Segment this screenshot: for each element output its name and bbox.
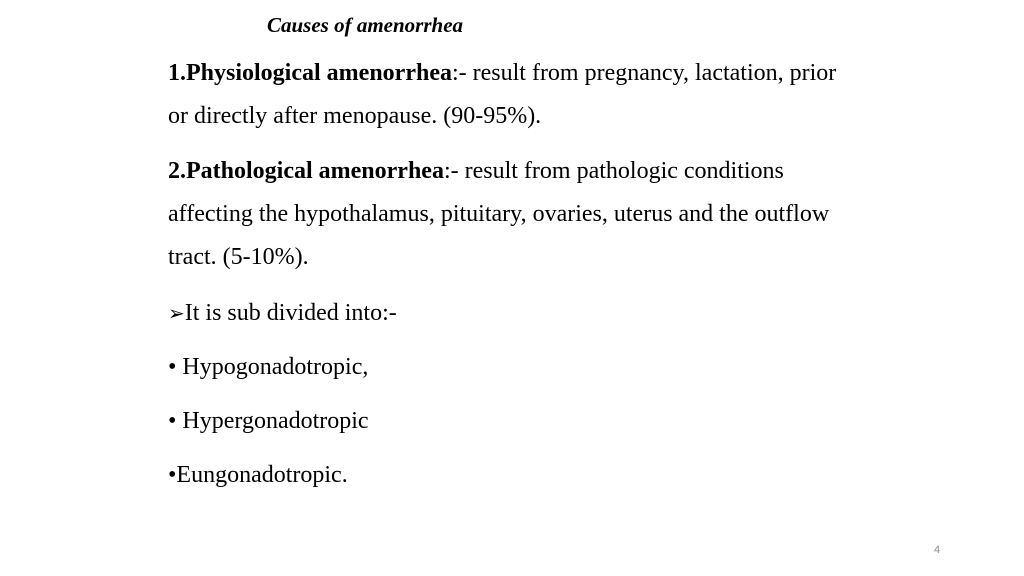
bullet-icon: • bbox=[168, 354, 183, 380]
point-physiological bbox=[168, 52, 848, 138]
list-item bbox=[168, 406, 369, 436]
arrow-bullet-icon: ➢ bbox=[168, 301, 185, 325]
list-item bbox=[168, 460, 348, 490]
list-item-text: Hypogonadotropic, bbox=[182, 354, 369, 380]
point-text: :- result from pregnancy, lactation, prior or directly after menopause. (90-95%). bbox=[168, 60, 837, 129]
point-pathological bbox=[168, 150, 848, 279]
point-text: :- result from pathologic conditions affecting the hypothalamus, pituitary, ovaries, uterus and the outflow tract. (5-10%). bbox=[168, 158, 830, 270]
list-item-text: Hypergonadotropic bbox=[182, 408, 369, 434]
list-item-text: Eungonadotropic. bbox=[176, 462, 348, 488]
subdivision-label: It is sub divided into:- bbox=[184, 300, 397, 326]
subdivision-intro bbox=[168, 298, 397, 328]
bullet-icon: • bbox=[168, 462, 177, 488]
slide-title: Causes of amenorrhea bbox=[267, 13, 464, 37]
point-heading: 2.Pathological amenorrhea bbox=[168, 158, 444, 184]
list-item bbox=[168, 352, 368, 382]
bullet-icon: • bbox=[168, 408, 183, 434]
point-heading: 1.Physiological amenorrhea bbox=[168, 60, 452, 86]
page-number: 4 bbox=[934, 544, 941, 556]
